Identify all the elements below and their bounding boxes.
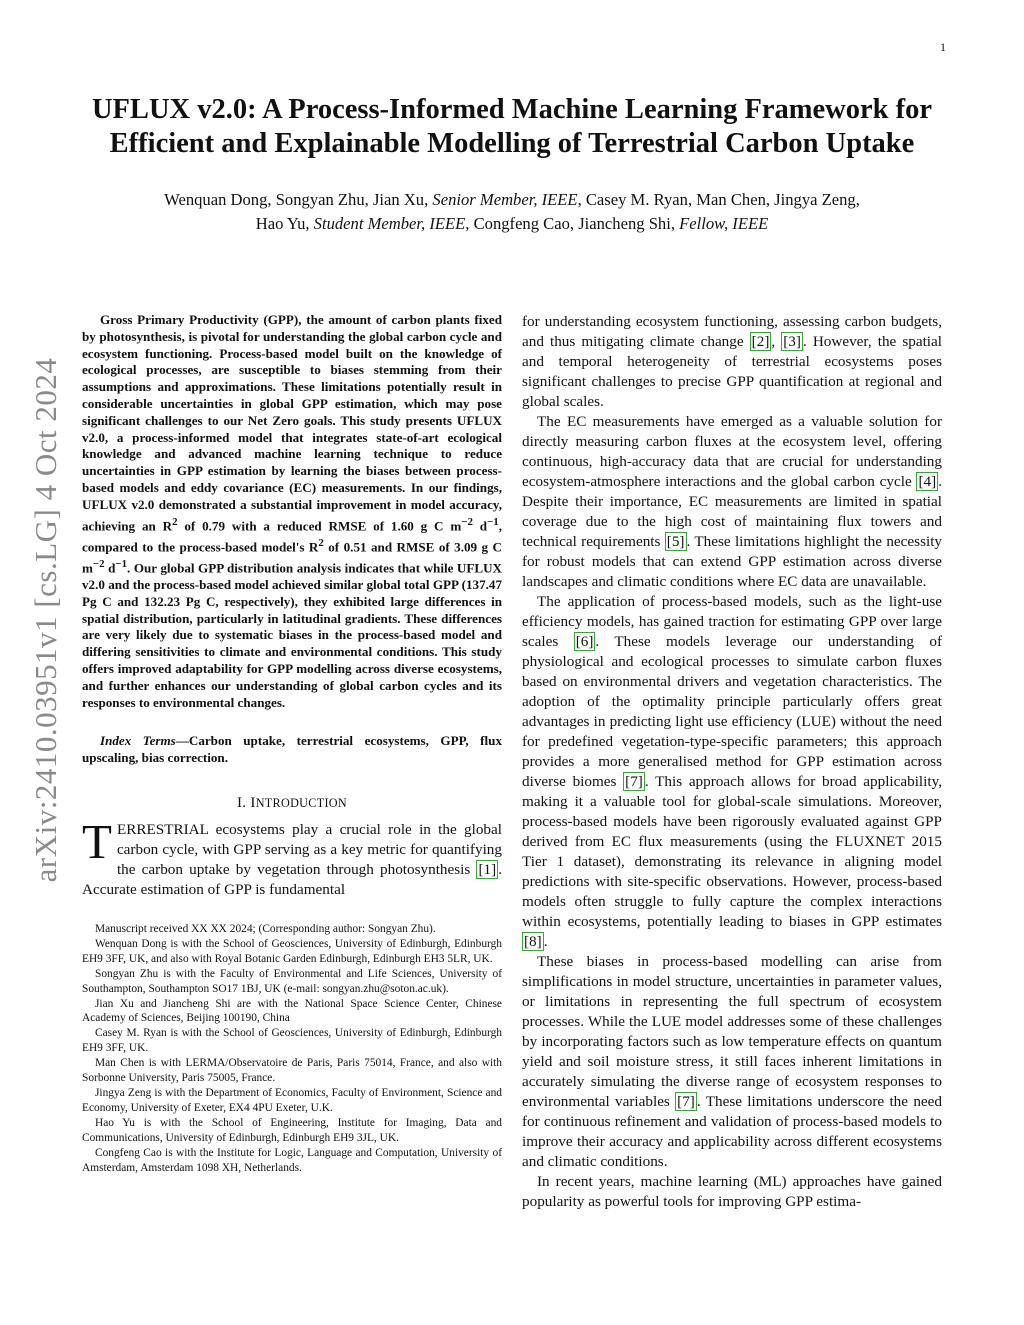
author-role-senior: Senior Member, IEEE	[432, 190, 578, 209]
author-names-2: , Casey M. Ryan, Man Chen, Jingya Zeng,	[577, 190, 860, 209]
body-paragraph	[522, 412, 942, 592]
intro-text: ERRESTRIAL ecosystems play a crucial role in the global carbon cycle, with GPP serving as a key metric for quantifying the carbon uptake by vegetation through photosynthesis	[116, 821, 502, 878]
author-list	[70, 188, 954, 236]
abstract-sup: −1	[115, 557, 128, 570]
citation-link[interactable]: [1]	[478, 861, 497, 878]
body-text: ,	[771, 333, 782, 350]
body-text: .	[543, 933, 548, 950]
body-text: . This approach allows for broad applicability, making it a valuable tool for global-scale simulations. Moreover, process-based models have been rigorously evaluated against GPP derived from EC flux measurements (using the FLUXNET 2015 Tier 1 dataset), demonstrating its relevance in aligning model predictions with site-specific observations. However, process-based models often struggle to fully capture the complex interactions within ecosystems, potentially leading to biases in GPP estimates	[522, 773, 942, 930]
right-column	[522, 312, 942, 1212]
footnote: Songyan Zhu is with the Faculty of Environmental and Life Sciences, University of Southampton, Southampton SO17 1BJ, UK (e-mail: songyan.zhu@soton.ac.uk).	[82, 967, 502, 995]
title-line-2: Efficient and Explainable Modelling of Terrestrial Carbon Uptake	[109, 128, 915, 159]
citation-link[interactable]: [6]	[575, 633, 594, 650]
footnote: Casey M. Ryan is with the School of Geosciences, University of Edinburgh, Edinburgh EH9 3FF, UK.	[82, 1027, 502, 1055]
body-paragraph	[522, 312, 942, 412]
author-names-1: Wenquan Dong, Songyan Zhu, Jian Xu,	[164, 190, 433, 209]
intro-paragraph	[82, 814, 502, 900]
author-role-student: Student Member, IEEE	[313, 214, 466, 233]
body-text: . These limitations highlight the necessity for robust models that can extend GPP estimation across diverse landscapes and climatic conditions where EC data are unavailable.	[522, 533, 943, 590]
author-role-fellow: Fellow, IEEE	[679, 214, 769, 233]
footnote: Man Chen is with LERMA/Observatoire de Paris, Paris 75014, France, and also with Sorbonne University, Paris 75005, France.	[82, 1057, 502, 1085]
title-line-1: UFLUX v2.0: A Process-Informed Machine Learning Framework for	[91, 94, 933, 125]
section-heading-introduction	[82, 795, 502, 812]
citation-link[interactable]: [2]	[751, 333, 770, 350]
citation-link[interactable]: [7]	[625, 773, 643, 790]
footnotes	[82, 922, 502, 1175]
intro-text-2: . Accurate estimation of GPP is fundamental	[82, 861, 502, 898]
abstract-text-1: Gross Primary Productivity (GPP), the amount of carbon plants fixed by photosynthesis, is pivotal for understanding the global carbon cycle and ecosystem functioning. Process-based model built on the knowledge of ecological processes, are susceptible to biases stemming from their assumptions and approximations. These limitations potentially result in considerable uncertainties in global GPP estimation, which may pose significant challenges to our Net Zero goals. This study presents UFLUX v2.0, a process-informed model that integrates state-of-art ecological knowledge and advanced machine learning technique to reduce uncertainties in GPP estimation by learning the biases between process-based models and eddy covariance (EC) measurements. In our findings, UFLUX v2.0 demonstrated a substantial improvement in model accuracy, achieving an R	[82, 312, 502, 533]
abstract-sup: −2	[461, 515, 473, 528]
left-column	[82, 312, 502, 1175]
footnote: Jian Xu and Jiancheng Shi are with the National Space Science Center, Chinese Academy of Sciences, Beijing 100190, China	[82, 997, 502, 1025]
abstract	[82, 312, 502, 711]
abstract-sup: −1	[487, 515, 499, 528]
index-terms	[82, 733, 502, 767]
abstract-text-5: of 0.51 and RMSE of 3.09 g C m	[82, 539, 502, 576]
footnote: Congfeng Cao is with the Institute for Logic, Language and Computation, University of Amsterdam, Amsterdam 1098 XH, Netherlands.	[82, 1146, 502, 1174]
body-text: In recent years, machine learning (ML) approaches have gained popularity as powerful tools for improving GPP estima-	[522, 1173, 942, 1210]
footnote: Wenquan Dong is with the School of Geosciences, University of Edinburgh, Edinburgh EH9 3FF, UK, and also with Royal Botanic Garden Edinburgh, Edinburgh EH3 5LR, UK.	[82, 937, 502, 965]
body-text: for understanding ecosystem functioning, assessing carbon budgets, and thus mitigating climate change	[522, 313, 942, 350]
citation-link[interactable]: [8]	[524, 933, 542, 950]
body-text: . However, the spatial and temporal heterogeneity of terrestrial ecosystems poses significant challenges to precise GPP quantification at regional and global scales.	[522, 333, 942, 410]
abstract-text-4: , compared to the process-based model's R	[82, 517, 503, 555]
index-terms-label: Index Terms	[100, 733, 176, 749]
index-terms-text: —Carbon uptake, terrestrial ecosystems, GPP, flux upscaling, bias correction.	[82, 733, 502, 766]
section-first-letter: I	[250, 795, 256, 811]
page-number: 1	[940, 40, 946, 54]
drop-cap: T	[82, 814, 112, 869]
author-names-4: , Congfeng Cao, Jiancheng Shi,	[465, 214, 680, 233]
author-names-3: Hao Yu,	[255, 214, 314, 233]
abstract-sup: 2	[172, 515, 178, 528]
body-text: . These models leverage our understanding of physiological and ecological processes to simulate carbon fluxes based on environmental drivers and vegetation characteristics. The adoption of the optimality principle particularly offers great advantages in predicting light use efficiency (LUE) without the need for predefined vegetation-type-specific parameters; this approach provides a more generalised method for GPP estimation across diverse biomes	[522, 633, 943, 790]
body-text: The application of process-based models, such as the light-use efficiency models, has gained traction for estimating GPP over large scales	[522, 593, 942, 650]
section-title-rest: NTRODUCTION	[255, 796, 348, 810]
body-text: The EC measurements have emerged as a valuable solution for directly measuring carbon fluxes at the ecosystem level, offering continuous, high-accuracy data that are crucial for understanding ecosystem-atmosphere interactions and the global carbon cycle	[522, 413, 942, 490]
citation-link[interactable]: [3]	[783, 333, 801, 350]
arxiv-identifier: arXiv:2410.03951v1 [cs.LG] 4 Oct 2024	[28, 357, 63, 883]
footnote: Manuscript received XX XX 2024; (Corresponding author: Songyan Zhu).	[95, 923, 436, 935]
abstract-sup: −2	[92, 557, 105, 570]
body-paragraph	[522, 952, 942, 1172]
body-text: . Despite their importance, EC measurements are limited in spatial coverage due to the high cost of maintaining flux towers and technical requirements	[522, 473, 942, 550]
paper-title	[70, 93, 954, 161]
footnote: Jingya Zeng is with the Department of Economics, Faculty of Environment, Science and Economy, University of Exeter, EX4 4PU Exeter, U.K.	[82, 1086, 502, 1114]
body-paragraph	[522, 592, 942, 952]
citation-link[interactable]: [5]	[666, 533, 685, 550]
abstract-text-6: d	[104, 560, 116, 576]
abstract-text-2: of 0.79 with a reduced RMSE of 1.60 g C m	[177, 517, 462, 533]
body-text: These biases in process-based modelling can arise from simplifications in model structure, uncertainties in parameter values, or limitations in representing the full spectrum of ecosystem processes. While the LUE model addresses some of these challenges by incorporating factors such as low temperature effects on quantum yield and soil moisture stress, it still faces inherent limitations in accurately simulating the diverse range of ecosystem responses to environmental variables	[522, 953, 942, 1110]
body-text: . These limitations underscore the need for continuous refinement and validation of process-based models to improve their accuracy and applicability across different ecosystems and climatic conditions.	[522, 1093, 942, 1170]
citation-link[interactable]: [7]	[677, 1093, 695, 1110]
section-numeral: I.	[236, 795, 251, 811]
citation-link[interactable]: [4]	[918, 473, 937, 490]
body-paragraph	[522, 1172, 942, 1212]
footnote: Hao Yu is with the School of Engineering, Institute for Imaging, Data and Communications, University of Edinburgh, Edinburgh EH9 3JL, UK.	[82, 1116, 502, 1144]
abstract-sup: 2	[318, 536, 324, 549]
abstract-text-7: . Our global GPP distribution analysis indicates that while UFLUX v2.0 and the process-based model achieved similar global total GPP (137.47 Pg C and 132.23 Pg C, respectively), they exhibited large differences in spatial distribution, particularly in latitudinal gradients. These differences are very likely due to systematic biases in the process-based model and differing sensitivities to climate and environmental conditions. This study offers improved adaptability for GPP modelling across diverse ecosystems, and further enhances our understanding of global carbon cycles and its responses to environmental changes.	[82, 560, 502, 710]
abstract-text-3: d	[472, 517, 488, 533]
